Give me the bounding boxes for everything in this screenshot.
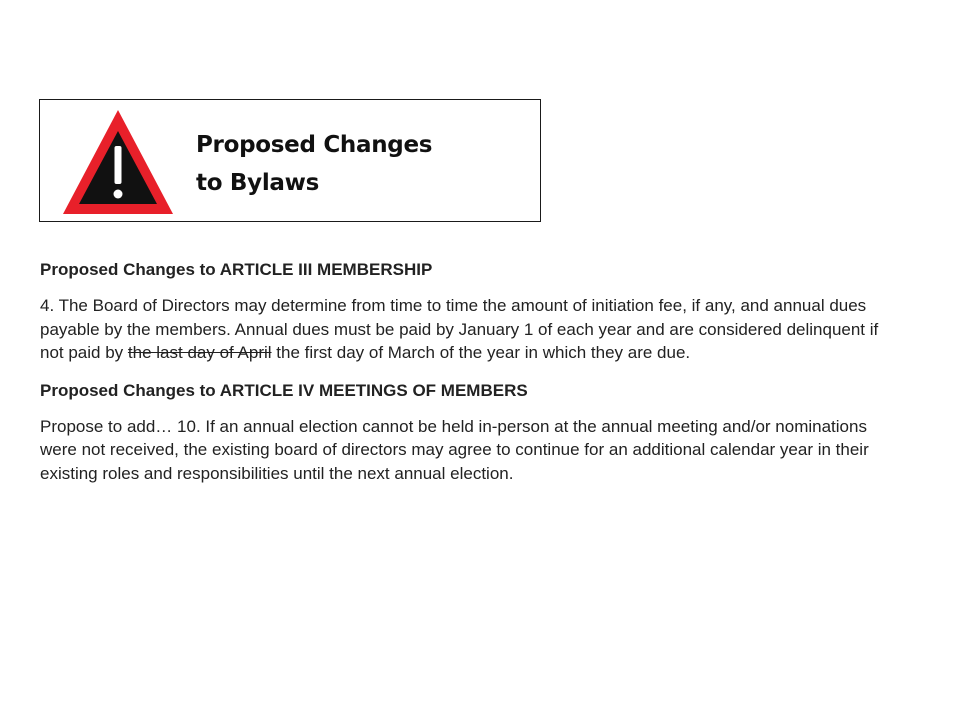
banner-title-line-1: Proposed Changes: [196, 132, 433, 158]
article-iii-paragraph: [40, 294, 900, 365]
section-heading-article-iv: Proposed Changes to ARTICLE IV MEETINGS OF MEMBERS: [40, 380, 528, 400]
banner-title-line-2: to Bylaws: [196, 170, 319, 196]
article-iv-paragraph: Propose to add… 10. If an annual election cannot be held in-person at the annual meeting and/or nominations were not received, the existing board of directors may agree to continue for an additional calendar year in their existing roles and responsibilities until the next annual election.: [40, 416, 869, 483]
warning-triangle-icon: [59, 104, 177, 218]
document-body: [40, 258, 900, 499]
proposed-changes-banner: [39, 99, 541, 222]
struck-text: the last day of April: [127, 343, 272, 362]
article-iii-text-after: the first day of March of the year in which they are due.: [271, 343, 691, 362]
section-heading-article-iii: Proposed Changes to ARTICLE III MEMBERSHIP: [40, 260, 433, 279]
banner-title: [196, 126, 432, 202]
article-iii-text-before: 4. The Board of Directors may determine from time to time the amount of initiation fee, if any, and annual dues payable by the members. Annual dues must be paid by January 1 of each year and are considered delinquent if not paid by: [40, 296, 879, 362]
